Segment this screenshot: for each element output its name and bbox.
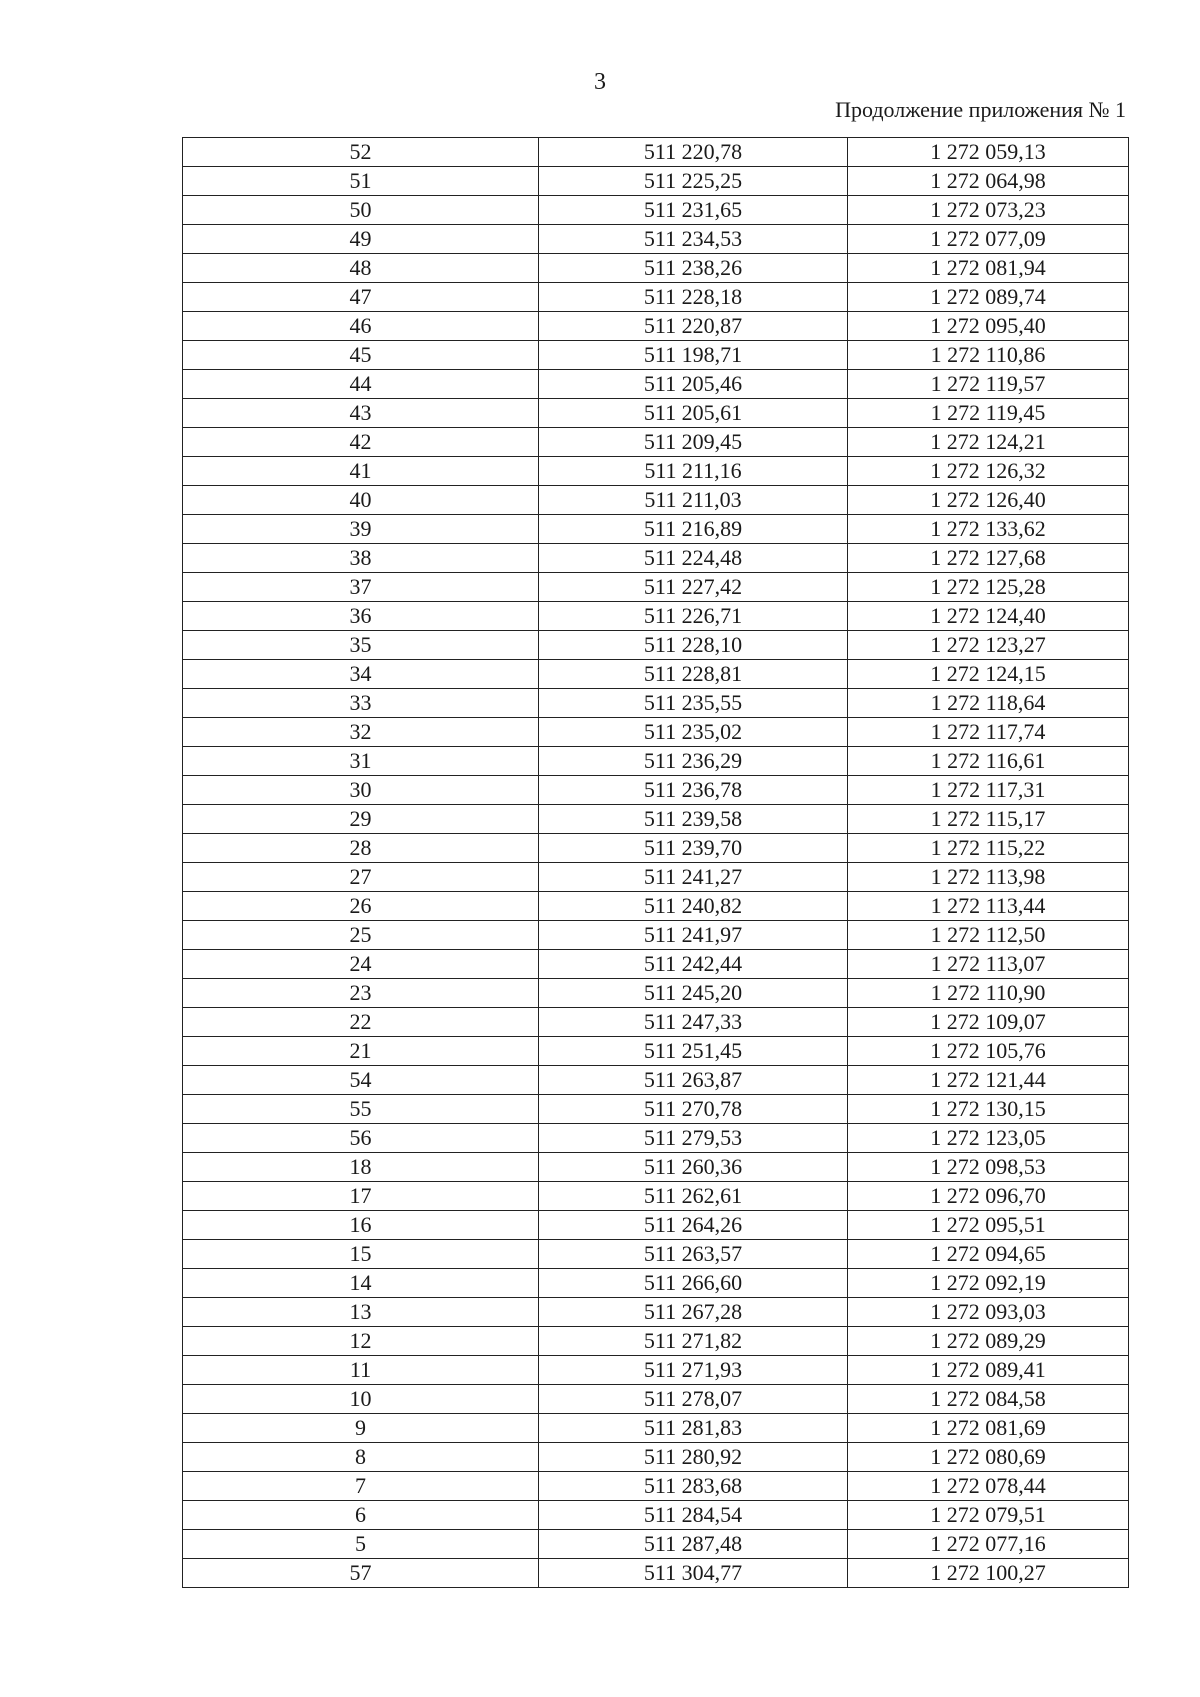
x-coordinate-cell: 511 270,78 <box>539 1095 848 1124</box>
x-coordinate-cell: 511 271,82 <box>539 1327 848 1356</box>
y-coordinate-cell: 1 272 115,17 <box>848 805 1129 834</box>
point-number-cell: 18 <box>183 1153 539 1182</box>
point-number-cell: 13 <box>183 1298 539 1327</box>
table-row <box>183 515 1129 544</box>
y-coordinate-cell: 1 272 095,51 <box>848 1211 1129 1240</box>
x-coordinate-cell: 511 240,82 <box>539 892 848 921</box>
point-number-cell: 7 <box>183 1472 539 1501</box>
x-coordinate-cell: 511 228,10 <box>539 631 848 660</box>
y-coordinate-cell: 1 272 124,15 <box>848 660 1129 689</box>
x-coordinate-cell: 511 283,68 <box>539 1472 848 1501</box>
x-coordinate-cell: 511 267,28 <box>539 1298 848 1327</box>
point-number-cell: 34 <box>183 660 539 689</box>
table-row <box>183 370 1129 399</box>
point-number-cell: 23 <box>183 979 539 1008</box>
y-coordinate-cell: 1 272 112,50 <box>848 921 1129 950</box>
y-coordinate-cell: 1 272 077,16 <box>848 1530 1129 1559</box>
table-row <box>183 573 1129 602</box>
point-number-cell: 51 <box>183 167 539 196</box>
point-number-cell: 24 <box>183 950 539 979</box>
table-row <box>183 1298 1129 1327</box>
point-number-cell: 27 <box>183 863 539 892</box>
x-coordinate-cell: 511 228,81 <box>539 660 848 689</box>
page-number: 3 <box>594 69 606 95</box>
x-coordinate-cell: 511 242,44 <box>539 950 848 979</box>
y-coordinate-cell: 1 272 121,44 <box>848 1066 1129 1095</box>
point-number-cell: 16 <box>183 1211 539 1240</box>
y-coordinate-cell: 1 272 109,07 <box>848 1008 1129 1037</box>
y-coordinate-cell: 1 272 098,53 <box>848 1153 1129 1182</box>
y-coordinate-cell: 1 272 130,15 <box>848 1095 1129 1124</box>
point-number-cell: 26 <box>183 892 539 921</box>
point-number-cell: 54 <box>183 1066 539 1095</box>
x-coordinate-cell: 511 211,16 <box>539 457 848 486</box>
point-number-cell: 25 <box>183 921 539 950</box>
x-coordinate-cell: 511 247,33 <box>539 1008 848 1037</box>
x-coordinate-cell: 511 209,45 <box>539 428 848 457</box>
x-coordinate-cell: 511 264,26 <box>539 1211 848 1240</box>
table-row <box>183 660 1129 689</box>
table-row <box>183 283 1129 312</box>
table-row <box>183 805 1129 834</box>
y-coordinate-cell: 1 272 119,57 <box>848 370 1129 399</box>
x-coordinate-cell: 511 239,58 <box>539 805 848 834</box>
table-row <box>183 196 1129 225</box>
x-coordinate-cell: 511 236,78 <box>539 776 848 805</box>
y-coordinate-cell: 1 272 123,27 <box>848 631 1129 660</box>
table-row <box>183 718 1129 747</box>
table-row <box>183 1066 1129 1095</box>
point-number-cell: 42 <box>183 428 539 457</box>
y-coordinate-cell: 1 272 117,74 <box>848 718 1129 747</box>
y-coordinate-cell: 1 272 093,03 <box>848 1298 1129 1327</box>
table-row <box>183 1443 1129 1472</box>
x-coordinate-cell: 511 227,42 <box>539 573 848 602</box>
table-row <box>183 428 1129 457</box>
y-coordinate-cell: 1 272 079,51 <box>848 1501 1129 1530</box>
y-coordinate-cell: 1 272 073,23 <box>848 196 1129 225</box>
point-number-cell: 41 <box>183 457 539 486</box>
point-number-cell: 39 <box>183 515 539 544</box>
y-coordinate-cell: 1 272 124,40 <box>848 602 1129 631</box>
table-row <box>183 979 1129 1008</box>
x-coordinate-cell: 511 271,93 <box>539 1356 848 1385</box>
x-coordinate-cell: 511 198,71 <box>539 341 848 370</box>
point-number-cell: 46 <box>183 312 539 341</box>
table-row <box>183 1124 1129 1153</box>
x-coordinate-cell: 511 281,83 <box>539 1414 848 1443</box>
x-coordinate-cell: 511 205,61 <box>539 399 848 428</box>
point-number-cell: 48 <box>183 254 539 283</box>
table-row <box>183 921 1129 950</box>
x-coordinate-cell: 511 236,29 <box>539 747 848 776</box>
x-coordinate-cell: 511 279,53 <box>539 1124 848 1153</box>
coordinates-table-body <box>183 138 1129 1588</box>
y-coordinate-cell: 1 272 126,40 <box>848 486 1129 515</box>
x-coordinate-cell: 511 260,36 <box>539 1153 848 1182</box>
table-row <box>183 1269 1129 1298</box>
y-coordinate-cell: 1 272 092,19 <box>848 1269 1129 1298</box>
x-coordinate-cell: 511 280,92 <box>539 1443 848 1472</box>
x-coordinate-cell: 511 235,02 <box>539 718 848 747</box>
table-row <box>183 1356 1129 1385</box>
y-coordinate-cell: 1 272 095,40 <box>848 312 1129 341</box>
table-row <box>183 892 1129 921</box>
point-number-cell: 14 <box>183 1269 539 1298</box>
x-coordinate-cell: 511 220,87 <box>539 312 848 341</box>
coordinates-table <box>182 137 1129 1588</box>
point-number-cell: 49 <box>183 225 539 254</box>
table-row <box>183 950 1129 979</box>
table-row <box>183 399 1129 428</box>
table-row <box>183 1327 1129 1356</box>
table-row <box>183 863 1129 892</box>
table-row <box>183 1472 1129 1501</box>
point-number-cell: 38 <box>183 544 539 573</box>
y-coordinate-cell: 1 272 100,27 <box>848 1559 1129 1588</box>
x-coordinate-cell: 511 238,26 <box>539 254 848 283</box>
table-row <box>183 1385 1129 1414</box>
y-coordinate-cell: 1 272 096,70 <box>848 1182 1129 1211</box>
table-row <box>183 1008 1129 1037</box>
y-coordinate-cell: 1 272 117,31 <box>848 776 1129 805</box>
x-coordinate-cell: 511 287,48 <box>539 1530 848 1559</box>
table-row <box>183 631 1129 660</box>
point-number-cell: 50 <box>183 196 539 225</box>
y-coordinate-cell: 1 272 116,61 <box>848 747 1129 776</box>
point-number-cell: 6 <box>183 1501 539 1530</box>
point-number-cell: 12 <box>183 1327 539 1356</box>
y-coordinate-cell: 1 272 110,86 <box>848 341 1129 370</box>
x-coordinate-cell: 511 245,20 <box>539 979 848 1008</box>
y-coordinate-cell: 1 272 127,68 <box>848 544 1129 573</box>
table-row <box>183 1182 1129 1211</box>
y-coordinate-cell: 1 272 123,05 <box>848 1124 1129 1153</box>
point-number-cell: 10 <box>183 1385 539 1414</box>
point-number-cell: 21 <box>183 1037 539 1066</box>
x-coordinate-cell: 511 231,65 <box>539 196 848 225</box>
point-number-cell: 43 <box>183 399 539 428</box>
y-coordinate-cell: 1 272 125,28 <box>848 573 1129 602</box>
point-number-cell: 52 <box>183 138 539 167</box>
table-row <box>183 776 1129 805</box>
table-row <box>183 341 1129 370</box>
x-coordinate-cell: 511 239,70 <box>539 834 848 863</box>
y-coordinate-cell: 1 272 084,58 <box>848 1385 1129 1414</box>
x-coordinate-cell: 511 225,25 <box>539 167 848 196</box>
point-number-cell: 56 <box>183 1124 539 1153</box>
x-coordinate-cell: 511 220,78 <box>539 138 848 167</box>
y-coordinate-cell: 1 272 094,65 <box>848 1240 1129 1269</box>
y-coordinate-cell: 1 272 133,62 <box>848 515 1129 544</box>
x-coordinate-cell: 511 224,48 <box>539 544 848 573</box>
x-coordinate-cell: 511 228,18 <box>539 283 848 312</box>
x-coordinate-cell: 511 216,89 <box>539 515 848 544</box>
point-number-cell: 32 <box>183 718 539 747</box>
x-coordinate-cell: 511 284,54 <box>539 1501 848 1530</box>
x-coordinate-cell: 511 262,61 <box>539 1182 848 1211</box>
table-row <box>183 312 1129 341</box>
x-coordinate-cell: 511 263,57 <box>539 1240 848 1269</box>
point-number-cell: 29 <box>183 805 539 834</box>
table-row <box>183 457 1129 486</box>
table-row <box>183 167 1129 196</box>
x-coordinate-cell: 511 251,45 <box>539 1037 848 1066</box>
y-coordinate-cell: 1 272 113,44 <box>848 892 1129 921</box>
y-coordinate-cell: 1 272 059,13 <box>848 138 1129 167</box>
point-number-cell: 22 <box>183 1008 539 1037</box>
y-coordinate-cell: 1 272 126,32 <box>848 457 1129 486</box>
point-number-cell: 8 <box>183 1443 539 1472</box>
x-coordinate-cell: 511 234,53 <box>539 225 848 254</box>
point-number-cell: 55 <box>183 1095 539 1124</box>
table-row <box>183 138 1129 167</box>
y-coordinate-cell: 1 272 078,44 <box>848 1472 1129 1501</box>
x-coordinate-cell: 511 205,46 <box>539 370 848 399</box>
y-coordinate-cell: 1 272 105,76 <box>848 1037 1129 1066</box>
table-row <box>183 602 1129 631</box>
y-coordinate-cell: 1 272 110,90 <box>848 979 1129 1008</box>
x-coordinate-cell: 511 266,60 <box>539 1269 848 1298</box>
x-coordinate-cell: 511 263,87 <box>539 1066 848 1095</box>
table-row <box>183 1211 1129 1240</box>
point-number-cell: 45 <box>183 341 539 370</box>
table-row <box>183 689 1129 718</box>
table-row <box>183 1037 1129 1066</box>
point-number-cell: 35 <box>183 631 539 660</box>
x-coordinate-cell: 511 278,07 <box>539 1385 848 1414</box>
point-number-cell: 31 <box>183 747 539 776</box>
y-coordinate-cell: 1 272 081,69 <box>848 1414 1129 1443</box>
point-number-cell: 57 <box>183 1559 539 1588</box>
y-coordinate-cell: 1 272 115,22 <box>848 834 1129 863</box>
table-row <box>183 834 1129 863</box>
appendix-continuation-label: Продолжение приложения № 1 <box>835 97 1126 122</box>
y-coordinate-cell: 1 272 089,41 <box>848 1356 1129 1385</box>
table-row <box>183 254 1129 283</box>
table-row <box>183 1501 1129 1530</box>
x-coordinate-cell: 511 304,77 <box>539 1559 848 1588</box>
table-row <box>183 1414 1129 1443</box>
table-row <box>183 486 1129 515</box>
point-number-cell: 30 <box>183 776 539 805</box>
x-coordinate-cell: 511 241,27 <box>539 863 848 892</box>
table-row <box>183 225 1129 254</box>
y-coordinate-cell: 1 272 089,29 <box>848 1327 1129 1356</box>
table-row <box>183 1240 1129 1269</box>
point-number-cell: 5 <box>183 1530 539 1559</box>
point-number-cell: 28 <box>183 834 539 863</box>
point-number-cell: 36 <box>183 602 539 631</box>
x-coordinate-cell: 511 241,97 <box>539 921 848 950</box>
point-number-cell: 47 <box>183 283 539 312</box>
y-coordinate-cell: 1 272 080,69 <box>848 1443 1129 1472</box>
x-coordinate-cell: 511 211,03 <box>539 486 848 515</box>
y-coordinate-cell: 1 272 124,21 <box>848 428 1129 457</box>
table-row <box>183 1153 1129 1182</box>
table-row <box>183 544 1129 573</box>
point-number-cell: 33 <box>183 689 539 718</box>
x-coordinate-cell: 511 226,71 <box>539 602 848 631</box>
y-coordinate-cell: 1 272 077,09 <box>848 225 1129 254</box>
point-number-cell: 11 <box>183 1356 539 1385</box>
table-row <box>183 1095 1129 1124</box>
y-coordinate-cell: 1 272 119,45 <box>848 399 1129 428</box>
y-coordinate-cell: 1 272 113,07 <box>848 950 1129 979</box>
y-coordinate-cell: 1 272 113,98 <box>848 863 1129 892</box>
x-coordinate-cell: 511 235,55 <box>539 689 848 718</box>
table-row <box>183 1559 1129 1588</box>
point-number-cell: 40 <box>183 486 539 515</box>
y-coordinate-cell: 1 272 089,74 <box>848 283 1129 312</box>
point-number-cell: 17 <box>183 1182 539 1211</box>
point-number-cell: 15 <box>183 1240 539 1269</box>
y-coordinate-cell: 1 272 081,94 <box>848 254 1129 283</box>
table-row <box>183 747 1129 776</box>
point-number-cell: 9 <box>183 1414 539 1443</box>
table-row <box>183 1530 1129 1559</box>
y-coordinate-cell: 1 272 118,64 <box>848 689 1129 718</box>
point-number-cell: 44 <box>183 370 539 399</box>
point-number-cell: 37 <box>183 573 539 602</box>
y-coordinate-cell: 1 272 064,98 <box>848 167 1129 196</box>
